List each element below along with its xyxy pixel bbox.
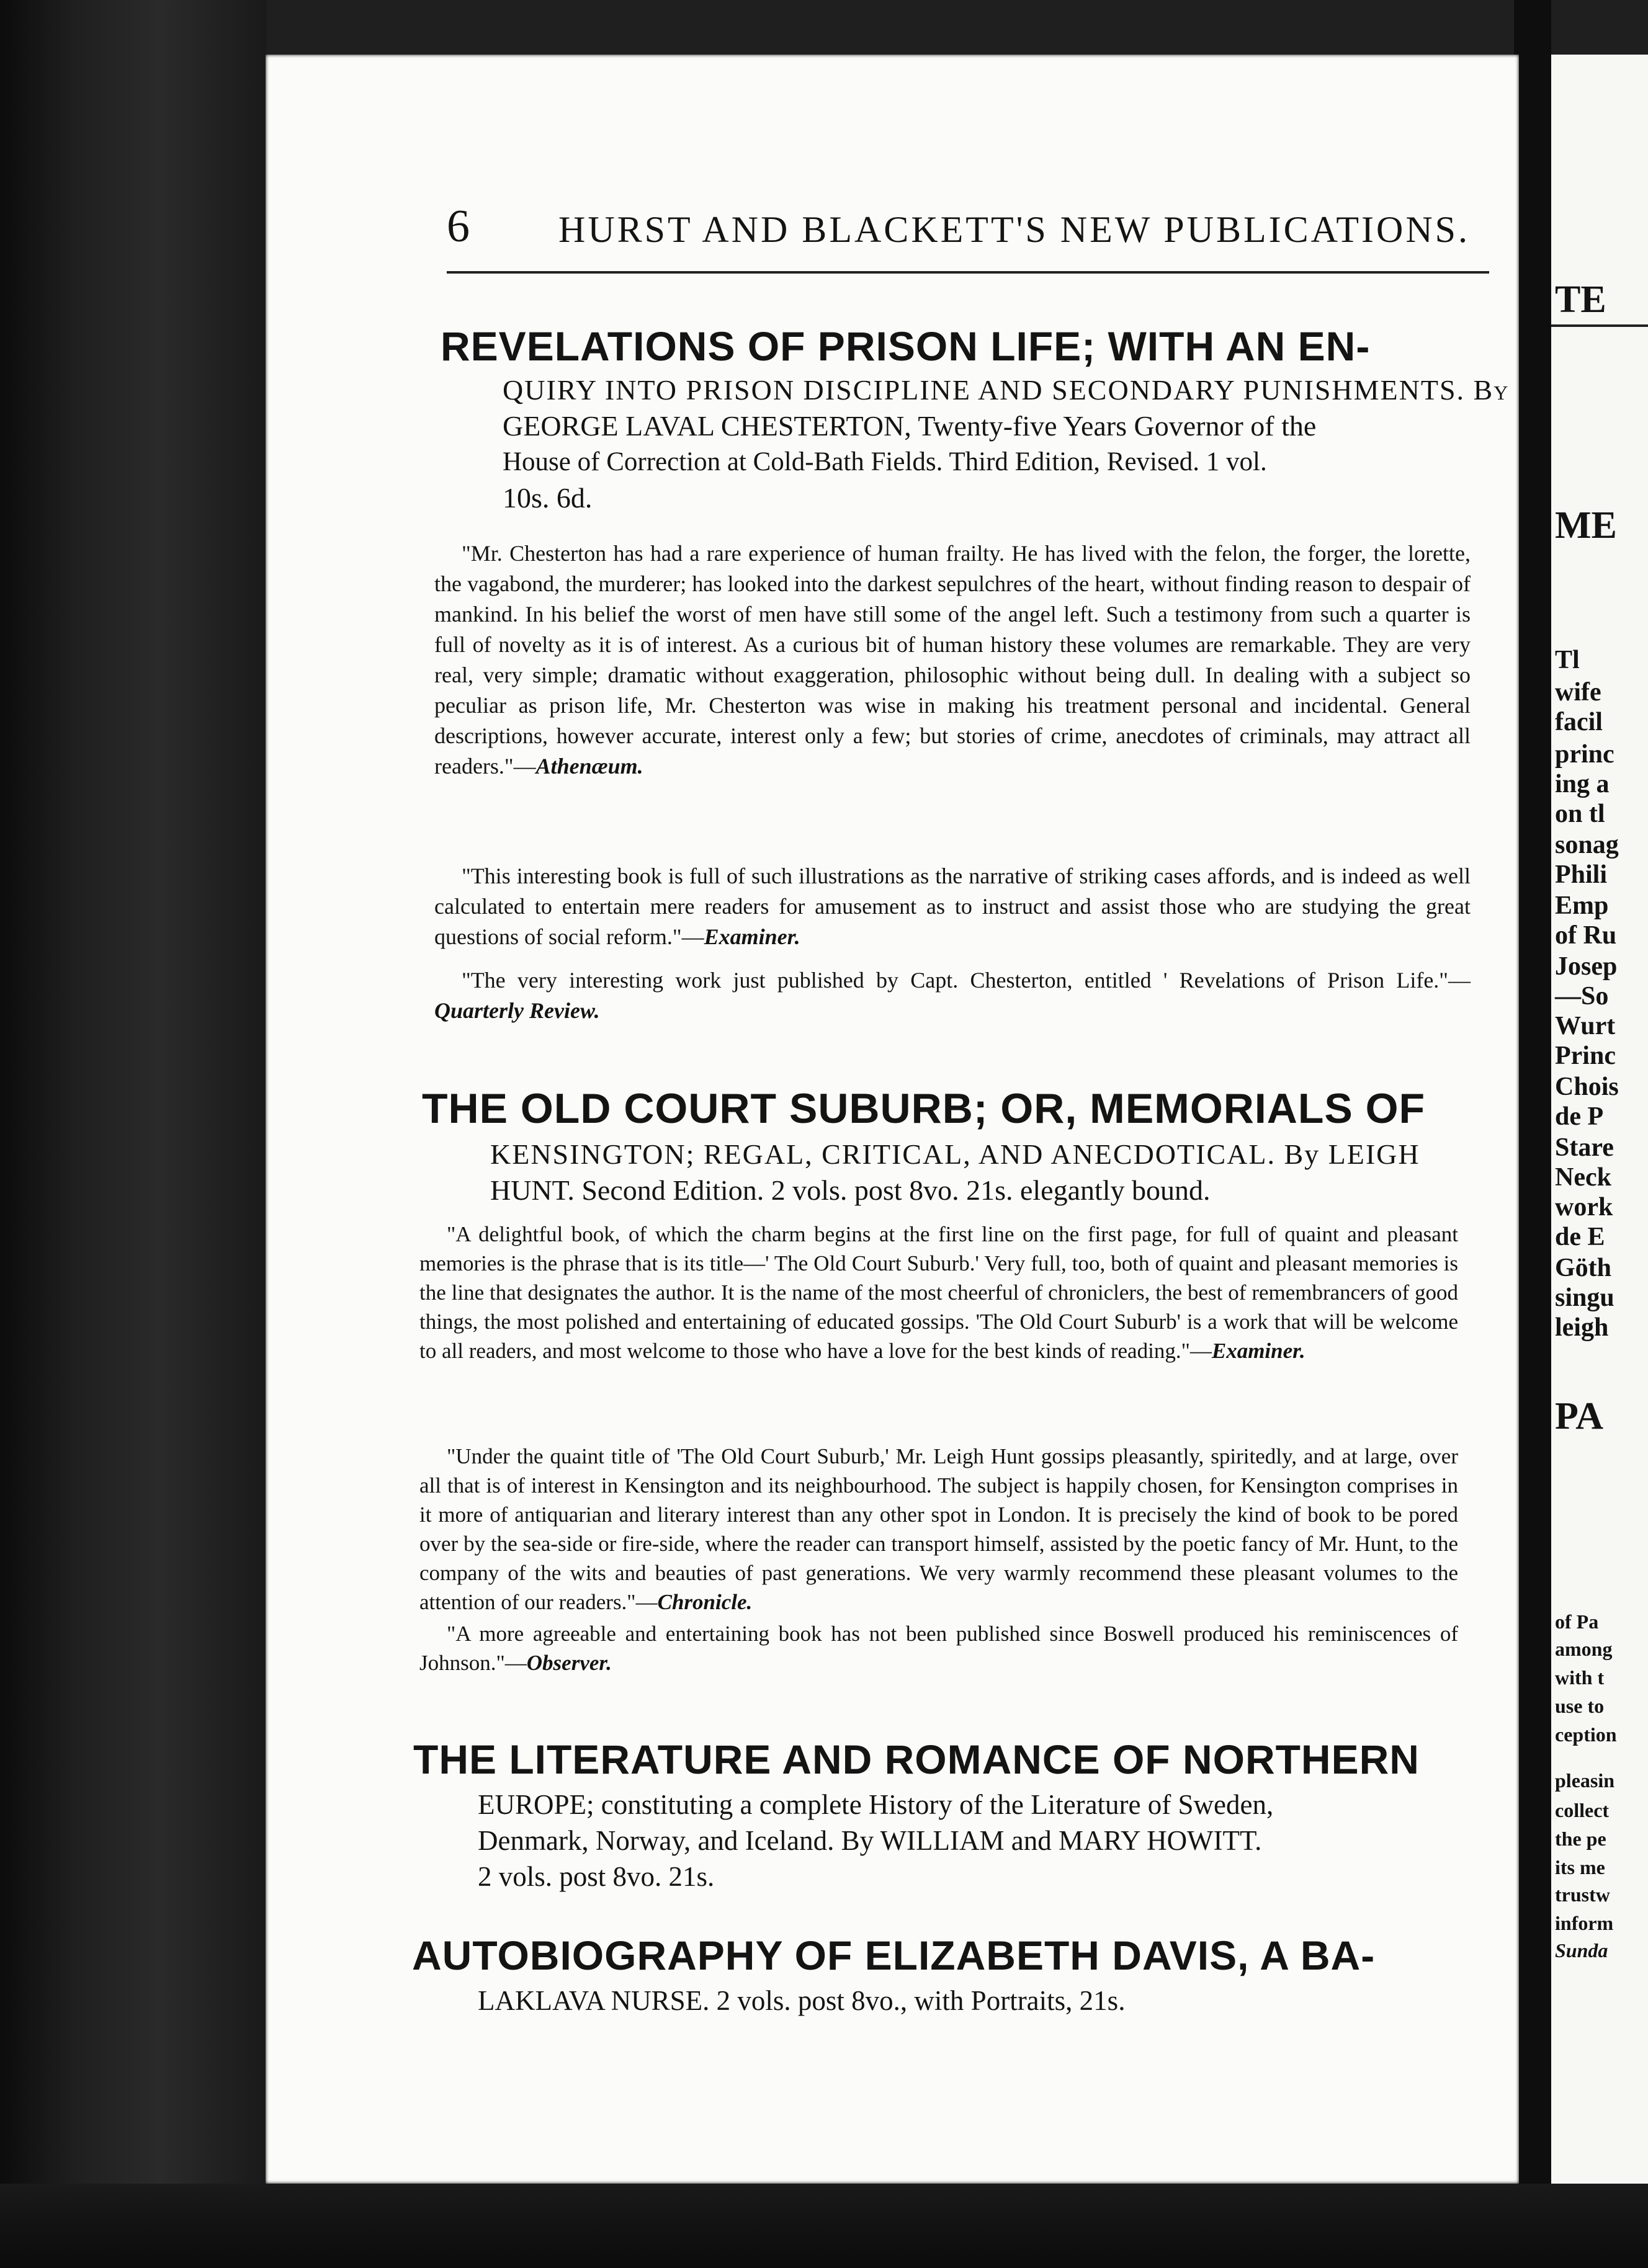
facing-page-fragment: Sunda — [1555, 1939, 1608, 1962]
subtitle-line: GEORGE LAVAL CHESTERTON, Twenty-five Years Governor of the — [503, 410, 1317, 442]
facing-page-fragment: Stare — [1555, 1133, 1614, 1162]
facing-page-fragment: among — [1555, 1638, 1613, 1660]
entry-subtitle — [490, 1136, 1471, 1208]
facing-page-fragment: inform — [1555, 1912, 1614, 1934]
subtitle-line: EUROPE; constituting a complete History of the Literature of Sweden, — [478, 1789, 1274, 1820]
facing-page-fragment: PA — [1555, 1395, 1604, 1437]
facing-page-fragment: princ — [1555, 740, 1614, 769]
quote-text: "Under the quaint title of 'The Old Court Suburb,' Mr. Leigh Hunt gossips pleasantly, spiritedly, and at large, over all that is of interest in Kensington and its neighbourhood. The subject is happily chosen, for Kensington comprises in it more of antiquarian and literary interest than any other spot in London. It is precisely the kind of book to be pored over by the sea-side or fire-side, where the reader can transport himself, assisted by the poetic fancy of Mr. Hunt, to the company of the wits and beauties of past generations. We very warmly recommend these pleasant volumes to the attention of our readers."— — [419, 1444, 1458, 1614]
facing-page-fragment: leigh — [1555, 1313, 1609, 1342]
facing-page-fragment: on tl — [1555, 800, 1605, 828]
subtitle-line: Denmark, Norway, and Iceland. By WILLIAM and MARY HOWITT. — [478, 1825, 1262, 1856]
running-head-title: HURST AND BLACKETT'S NEW PUBLICATIONS. — [558, 209, 1471, 250]
facing-page-fragment: trustw — [1555, 1883, 1610, 1906]
review-quote — [419, 1619, 1458, 1677]
facing-page-fragment: Göth — [1555, 1254, 1612, 1282]
review-quote — [434, 965, 1471, 1026]
review-quote — [434, 538, 1471, 782]
subtitle-line: House of Correction at Cold-Bath Fields. Third Edition, Revised. 1 vol. — [503, 447, 1267, 476]
facing-page — [1551, 55, 1648, 2184]
quote-source: Athenæum. — [535, 754, 643, 779]
facing-page-fragment: facil — [1555, 708, 1603, 736]
subtitle-line: 10s. 6d. — [503, 482, 593, 514]
quote-text: "Mr. Chesterton has had a rare experience of human frailty. He has lived with the felon, the forger, the lorette, the vagabond, the murderer; has looked into the darkest sepulchres of the heart, without finding reason to despair of mankind. In his belief the worst of men have still some of the angel left. Such a testimony from such a quarter is full of novelty as it is of interest. As a curious bit of human history these volumes are remarkable. They are very real, very simple; dramatic without exaggeration, philosophic without being dull. In dealing with a subject so peculiar as prison life, Mr. Chesterton was wise in making his treatment personal and incidental. General descriptions, however accurate, interest only a few; but stories of crime, anecdotes of criminals, may attract all readers."— — [434, 541, 1471, 779]
entry-subtitle — [478, 1983, 1458, 2019]
facing-page-fragment: work — [1555, 1193, 1613, 1221]
quote-text: "The very interesting work just published by Capt. Chesterton, entitled ' Revelations of Prison Life."— — [462, 968, 1471, 993]
facing-page-fragment: de E — [1555, 1223, 1605, 1251]
facing-page-fragment: Phili — [1555, 860, 1608, 889]
facing-page-fragment: TE — [1555, 279, 1606, 321]
entry-subtitle — [503, 372, 1510, 516]
facing-page-fragment: use to — [1555, 1695, 1605, 1717]
facing-page-fragment: singu — [1555, 1284, 1614, 1312]
facing-page-fragment: de P — [1555, 1102, 1604, 1131]
facing-page-fragment: Josep — [1555, 952, 1618, 981]
facing-page-fragment: ing a — [1555, 770, 1610, 798]
facing-page-fragment: Chois — [1555, 1073, 1619, 1101]
review-quote — [434, 861, 1471, 952]
facing-page-fragment: —So — [1555, 982, 1609, 1011]
subtitle-line: KENSINGTON; REGAL, CRITICAL, AND ANECDOTICAL. By LEIGH — [490, 1138, 1420, 1170]
facing-page-fragment: the pe — [1555, 1828, 1606, 1850]
facing-page-fragment: Emp — [1555, 891, 1609, 920]
subtitle-line: 2 vols. post 8vo. 21s. — [478, 1861, 715, 1892]
scan-border-bottom — [0, 2184, 1648, 2268]
quote-source: Quarterly Review. — [434, 998, 600, 1023]
review-quote — [419, 1220, 1458, 1365]
subtitle-line: QUIRY INTO PRISON DISCIPLINE AND SECONDARY PUNISHMENTS. By — [503, 374, 1510, 406]
quote-source: Observer. — [526, 1651, 612, 1675]
facing-page-fragment: sonag — [1555, 831, 1619, 859]
scan-border-left — [0, 0, 267, 2268]
quote-text: "A delightful book, of which the charm begins at the first line on the first page, for full of quaint and pleasant memories is the phrase that is its title—' The Old Court Suburb.' Very full, too, both of quaint and pleasant memories is the line that designates the author. It is the name of the most cheerful of chroniclers, the best of remembrancers of good things, the most polished and entertaining of educated gossips. 'The Old Court Suburb' is a work that will be welcome to all readers, and most welcome to those who have a love for the best kinds of reading."— — [419, 1222, 1458, 1363]
facing-page-fragment: Tl — [1555, 646, 1580, 674]
facing-page-fragment: pleasin — [1555, 1769, 1615, 1792]
facing-page-fragment: of Ru — [1555, 921, 1617, 950]
subtitle-line: HUNT. Second Edition. 2 vols. post 8vo. 21s. elegantly bound. — [490, 1174, 1211, 1206]
subtitle-line: LAKLAVA NURSE. 2 vols. post 8vo., with Portraits, 21s. — [478, 1985, 1126, 2016]
facing-page-fragment: wife — [1555, 678, 1601, 707]
entry-subtitle — [478, 1787, 1458, 1895]
facing-head-rule — [1551, 324, 1648, 327]
quote-text: "A more agreeable and entertaining book has not been published since Boswell produced his reminiscences of Johnson."— — [419, 1622, 1458, 1675]
entry-title: THE LITERATURE AND ROMANCE OF NORTHERN — [413, 1736, 1420, 1782]
book-gutter — [1514, 0, 1551, 2268]
entry-title: REVELATIONS OF PRISON LIFE; WITH AN EN- — [441, 323, 1371, 369]
entry-title: THE OLD COURT SUBURB; OR, MEMORIALS OF — [422, 1085, 1426, 1132]
facing-page-fragment: Wurt — [1555, 1012, 1616, 1040]
quote-source: Examiner. — [704, 924, 800, 949]
head-rule — [447, 271, 1489, 274]
quote-source: Chronicle. — [657, 1590, 753, 1614]
page-number: 6 — [447, 201, 470, 252]
quote-text: "This interesting book is full of such illustrations as the narrative of striking cases affords, and is indeed as well calculated to entertain mere readers for amusement as to instruct and assist those who are studying the great questions of social reform."— — [434, 864, 1471, 949]
review-quote — [419, 1442, 1458, 1617]
running-head — [447, 192, 1502, 261]
facing-page-fragment: Princ — [1555, 1042, 1616, 1070]
facing-page-fragment: ception — [1555, 1723, 1617, 1746]
facing-page-fragment: of Pa — [1555, 1610, 1599, 1633]
facing-page-fragment: collect — [1555, 1799, 1610, 1821]
facing-page-fragment: its me — [1555, 1856, 1605, 1878]
facing-page-fragment: Neck — [1555, 1163, 1611, 1192]
quote-source: Examiner. — [1211, 1339, 1305, 1363]
facing-page-fragment: ME — [1555, 504, 1617, 547]
entry-title: AUTOBIOGRAPHY OF ELIZABETH DAVIS, A BA- — [412, 1932, 1376, 1978]
facing-page-fragment: with t — [1555, 1666, 1605, 1689]
